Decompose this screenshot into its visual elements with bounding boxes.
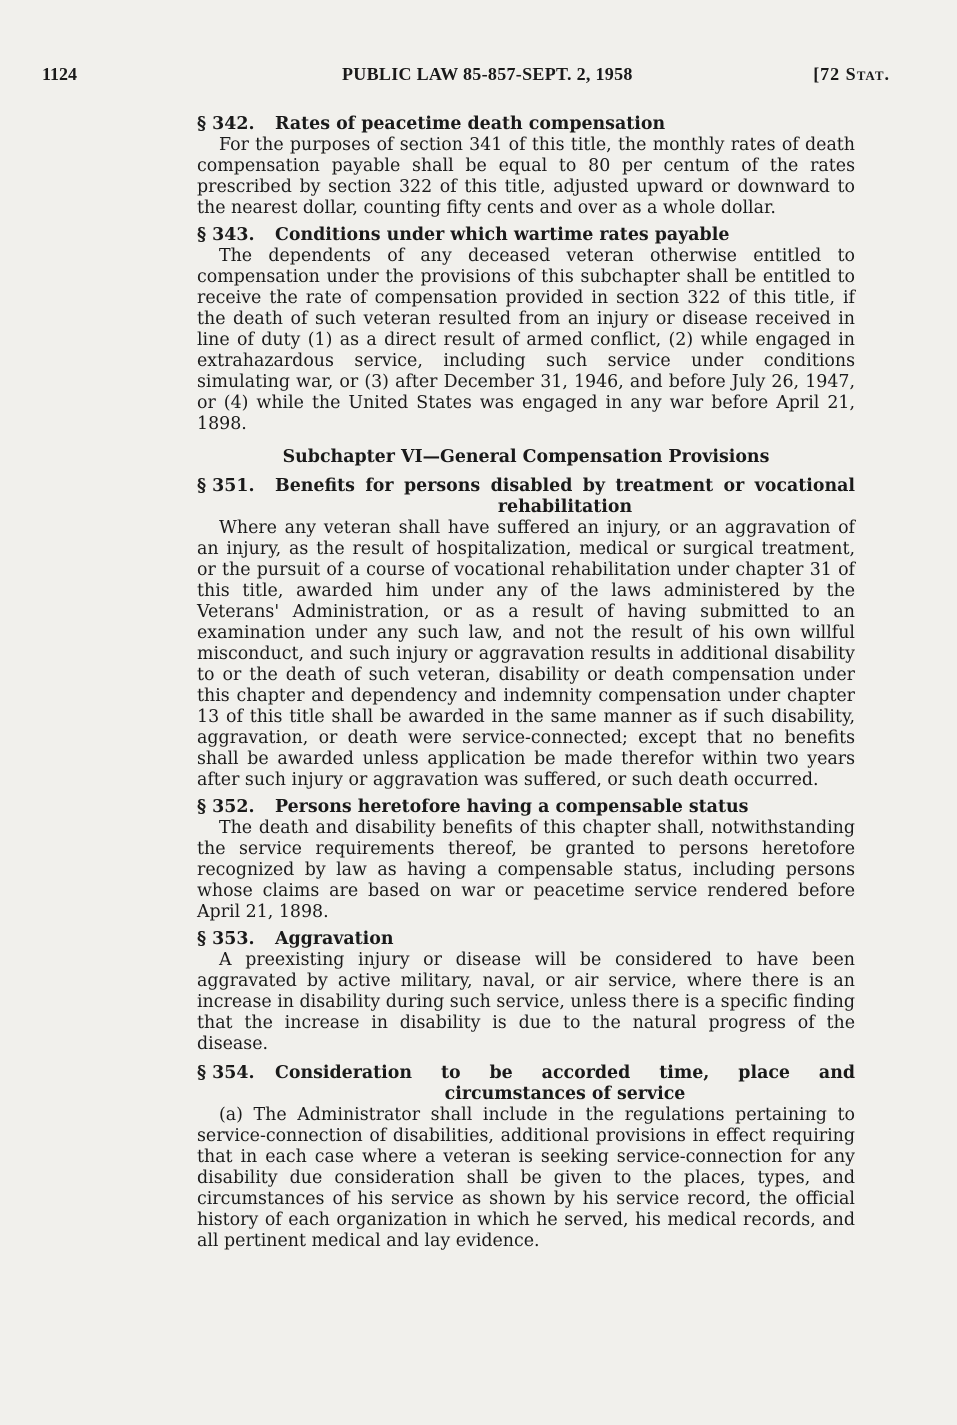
section-343-text: The dependents of any deceased veteran otherwise entitled to compensation under the provisions of this subchapter shall be entitled to receive the rate of compensation provided in section 322 of this title, if the death of such veteran resulted from an injury or disease received in line of duty (1) as a direct result of armed conflict, (2) while engaged in extrahazardous service, including such service under conditions simulating war, or (3) after December 31, 1946, and before July 26, 1947, or (4) while the United States was engaged in any war before April 21, 1898.	[197, 246, 855, 434]
section-342-text: For the purposes of section 341 of this title, the monthly rates of death compensation payable shall be equal to 80 per centum of the rates prescribed by section 322 of this title, adjusted upward or downward to the nearest dollar, counting fifty cents and over as a whole dollar.	[197, 135, 855, 218]
section-number: § 342.	[197, 114, 255, 134]
section-title: Conditions under which wartime rates payable	[275, 225, 730, 245]
law-title: PUBLIC LAW 85-857-SEPT. 2, 1958	[342, 64, 633, 84]
section-353-text: A preexisting injury or disease will be considered to have been aggravated by active military, naval, or air service, where there is an increase in disability during such service, unless there is a specific finding that the increase in disability is due to the natural progress of the disease.	[197, 950, 855, 1054]
section-352-text: The death and disability benefits of this chapter shall, notwithstanding the service requirements thereof, be granted to persons heretofore recognized by law as having a compensable status, including persons whose claims are based on war or peacetime service rendered before April 21, 1898.	[197, 818, 855, 922]
section-351-text: Where any veteran shall have suffered an injury, or an aggravation of an injury, as the result of hospitalization, medical or surgical treatment, or the pursuit of a course of vocational rehabilitation under chapter 31 of this title, awarded him under any of the laws administered by the Veterans' Administration, or as a result of having submitted to an examination under any such law, and not the result of his own willful misconduct, and such injury or aggravation results in additional disability to or the death of such veteran, disability or death compensation under this chapter and dependency and indemnity compensation under chapter 13 of this title shall be awarded in the same manner as if such disability, aggravation, or death were service-connected; except that no benefits shall be awarded unless application be made therefor within two years after such injury or aggravation was suffered, or such death occurred.	[197, 518, 855, 790]
section-number: § 354.	[197, 1063, 255, 1083]
body-text	[197, 114, 855, 1252]
section-number: § 352.	[197, 797, 255, 817]
section-354-text: (a) The Administrator shall include in the regulations pertaining to service-connection of disabilities, additional provisions in effect requiring that in each case where a veteran is seeking service-connection for any disability due consideration shall be given to the places, types, and circumstances of his service as shown by his service record, the official history of each organization in which he served, his medical records, and all pertinent medical and lay evidence.	[197, 1105, 855, 1251]
section-title: Benefits for persons disabled by treatment or vocational rehabilitation	[275, 476, 855, 517]
subchapter-title: Subchapter VI—General Compensation Provisions	[282, 447, 770, 467]
section-342-heading	[197, 114, 855, 135]
section-title: Consideration to be accorded time, place and circumstances of service	[275, 1063, 855, 1104]
running-head	[42, 64, 890, 90]
section-title: Aggravation	[275, 929, 394, 949]
section-number: § 353.	[197, 929, 255, 949]
section-352-heading	[197, 797, 855, 818]
section-343-heading	[197, 225, 855, 246]
section-354-heading	[197, 1063, 855, 1105]
statute-reference: [72 Stat.	[813, 64, 890, 84]
page-number: 1124	[42, 64, 78, 84]
section-number: § 343.	[197, 225, 255, 245]
section-353-heading	[197, 929, 855, 950]
section-351-heading	[197, 476, 855, 518]
section-number: § 351.	[197, 476, 255, 496]
section-title: Rates of peacetime death compensation	[275, 114, 666, 134]
section-title: Persons heretofore having a compensable status	[275, 797, 749, 817]
